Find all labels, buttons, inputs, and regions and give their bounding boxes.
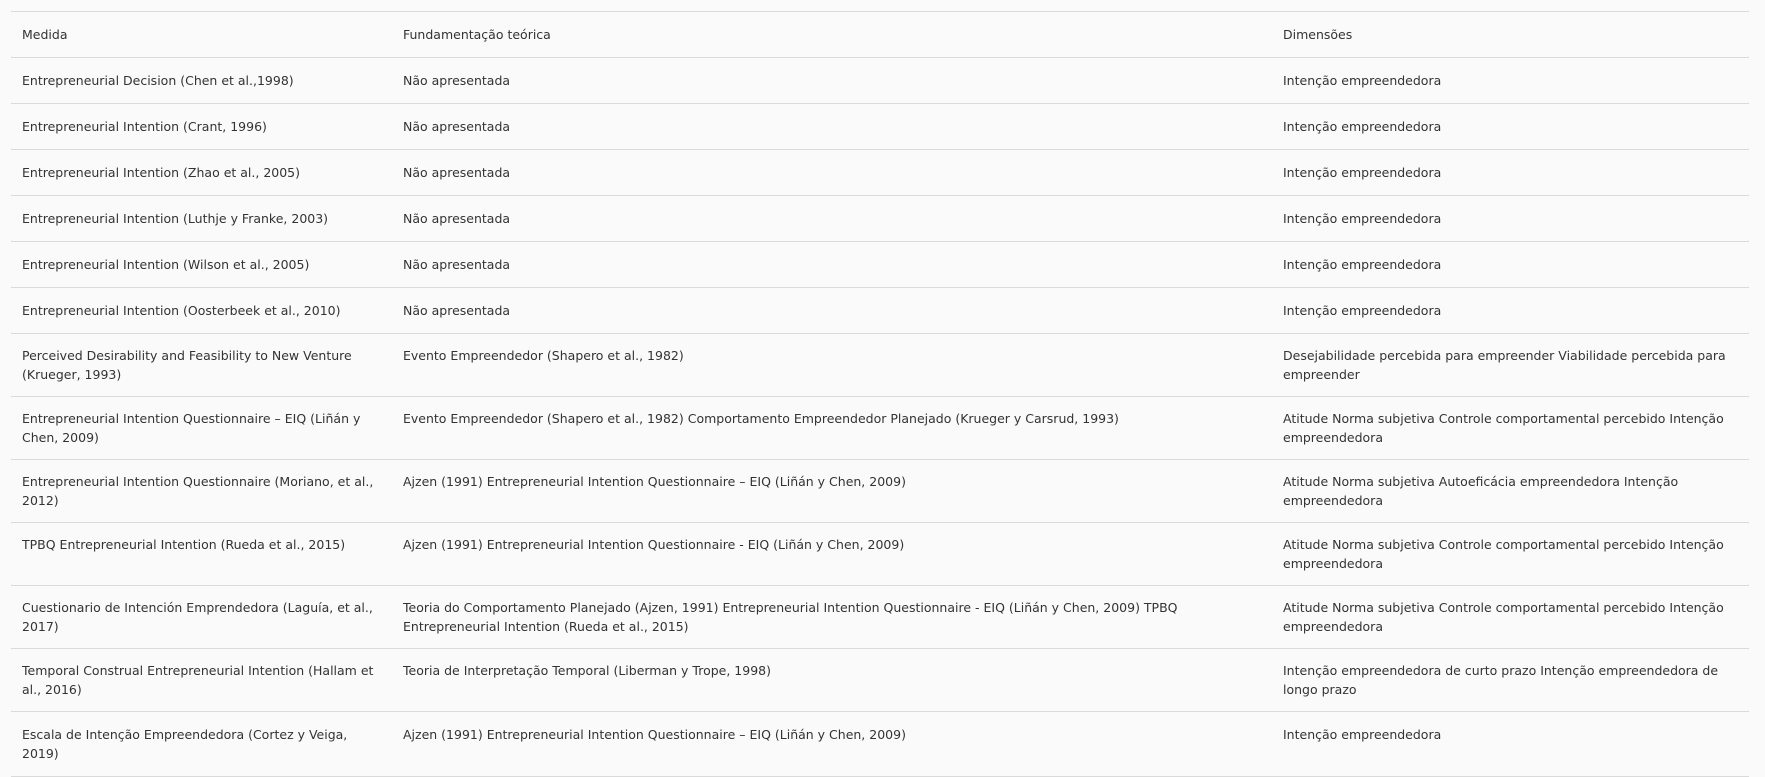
cell-fundamentacao: Ajzen (1991) Entrepreneurial Intention Questionnaire – EIQ (Liñán y Chen, 2009)	[392, 460, 1272, 523]
cell-fundamentacao: Não apresentada	[392, 288, 1272, 334]
cell-fundamentacao: Não apresentada	[392, 150, 1272, 196]
cell-dimensoes: Atitude Norma subjetiva Autoeficácia empreendedora Intenção empreendedora	[1272, 460, 1749, 523]
cell-dimensoes: Intenção empreendedora	[1272, 104, 1749, 150]
cell-fundamentacao: Não apresentada	[392, 58, 1272, 104]
cell-dimensoes: Desejabilidade percebida para empreender Viabilidade percebida para empreender	[1272, 334, 1749, 397]
cell-fundamentacao: Não apresentada	[392, 104, 1272, 150]
cell-dimensoes: Intenção empreendedora	[1272, 712, 1749, 777]
header-dimensoes: Dimensões	[1272, 12, 1749, 58]
cell-medida: Entrepreneurial Decision (Chen et al.,1998)	[11, 58, 392, 104]
cell-medida: Entrepreneurial Intention (Luthje y Franke, 2003)	[11, 196, 392, 242]
cell-dimensoes: Intenção empreendedora	[1272, 288, 1749, 334]
cell-medida: Entrepreneurial Intention (Zhao et al., 2005)	[11, 150, 392, 196]
cell-medida: Entrepreneurial Intention (Crant, 1996)	[11, 104, 392, 150]
cell-medida: Cuestionario de Intención Emprendedora (Laguía, et al., 2017)	[11, 586, 392, 649]
cell-fundamentacao: Não apresentada	[392, 242, 1272, 288]
table-row	[11, 288, 1749, 334]
cell-medida: Entrepreneurial Intention Questionnaire (Moriano, et al., 2012)	[11, 460, 392, 523]
table-row	[11, 334, 1749, 397]
table-row	[11, 242, 1749, 288]
cell-fundamentacao: Não apresentada	[392, 196, 1272, 242]
cell-medida: Entrepreneurial Intention (Oosterbeek et al., 2010)	[11, 288, 392, 334]
cell-dimensoes: Atitude Norma subjetiva Controle comportamental percebido Intenção empreendedora	[1272, 523, 1749, 586]
cell-dimensoes: Intenção empreendedora de curto prazo Intenção empreendedora de longo prazo	[1272, 649, 1749, 712]
header-medida: Medida	[11, 12, 392, 58]
cell-dimensoes: Atitude Norma subjetiva Controle comportamental percebido Intenção empreendedora	[1272, 586, 1749, 649]
cell-fundamentacao: Ajzen (1991) Entrepreneurial Intention Questionnaire – EIQ (Liñán y Chen, 2009)	[392, 712, 1272, 777]
table-row	[11, 150, 1749, 196]
cell-dimensoes: Intenção empreendedora	[1272, 196, 1749, 242]
cell-medida: Escala de Intenção Empreendedora (Cortez y Veiga, 2019)	[11, 712, 392, 777]
cell-dimensoes: Intenção empreendedora	[1272, 150, 1749, 196]
cell-dimensoes: Atitude Norma subjetiva Controle comportamental percebido Intenção empreendedora	[1272, 397, 1749, 460]
cell-medida: Entrepreneurial Intention Questionnaire – EIQ (Liñán y Chen, 2009)	[11, 397, 392, 460]
cell-fundamentacao: Ajzen (1991) Entrepreneurial Intention Questionnaire - EIQ (Liñán y Chen, 2009)	[392, 523, 1272, 586]
table-row	[11, 649, 1749, 712]
table-row	[11, 397, 1749, 460]
cell-medida: Temporal Construal Entrepreneurial Intention (Hallam et al., 2016)	[11, 649, 392, 712]
table-row	[11, 460, 1749, 523]
table-row	[11, 523, 1749, 586]
measures-table	[11, 11, 1749, 777]
table-row	[11, 196, 1749, 242]
table-row	[11, 712, 1749, 777]
cell-fundamentacao: Teoria de Interpretação Temporal (Liberman y Trope, 1998)	[392, 649, 1272, 712]
header-fundamentacao-teorica: Fundamentação teórica	[392, 12, 1272, 58]
cell-fundamentacao: Teoria do Comportamento Planejado (Ajzen, 1991) Entrepreneurial Intention Questionnaire - EIQ (Liñán y Chen, 2009) TPBQ Entrepreneurial Intention (Rueda et al., 2015)	[392, 586, 1272, 649]
cell-medida: Entrepreneurial Intention (Wilson et al., 2005)	[11, 242, 392, 288]
cell-medida: Perceived Desirability and Feasibility to New Venture (Krueger, 1993)	[11, 334, 392, 397]
measures-table-container	[11, 11, 1749, 777]
cell-fundamentacao: Evento Empreendedor (Shapero et al., 1982) Comportamento Empreendedor Planejado (Krueger y Carsrud, 1993)	[392, 397, 1272, 460]
table-header-row	[11, 12, 1749, 58]
table-row	[11, 104, 1749, 150]
cell-dimensoes: Intenção empreendedora	[1272, 58, 1749, 104]
cell-medida: TPBQ Entrepreneurial Intention (Rueda et al., 2015)	[11, 523, 392, 586]
table-row	[11, 586, 1749, 649]
cell-fundamentacao: Evento Empreendedor (Shapero et al., 1982)	[392, 334, 1272, 397]
cell-dimensoes: Intenção empreendedora	[1272, 242, 1749, 288]
table-row	[11, 58, 1749, 104]
